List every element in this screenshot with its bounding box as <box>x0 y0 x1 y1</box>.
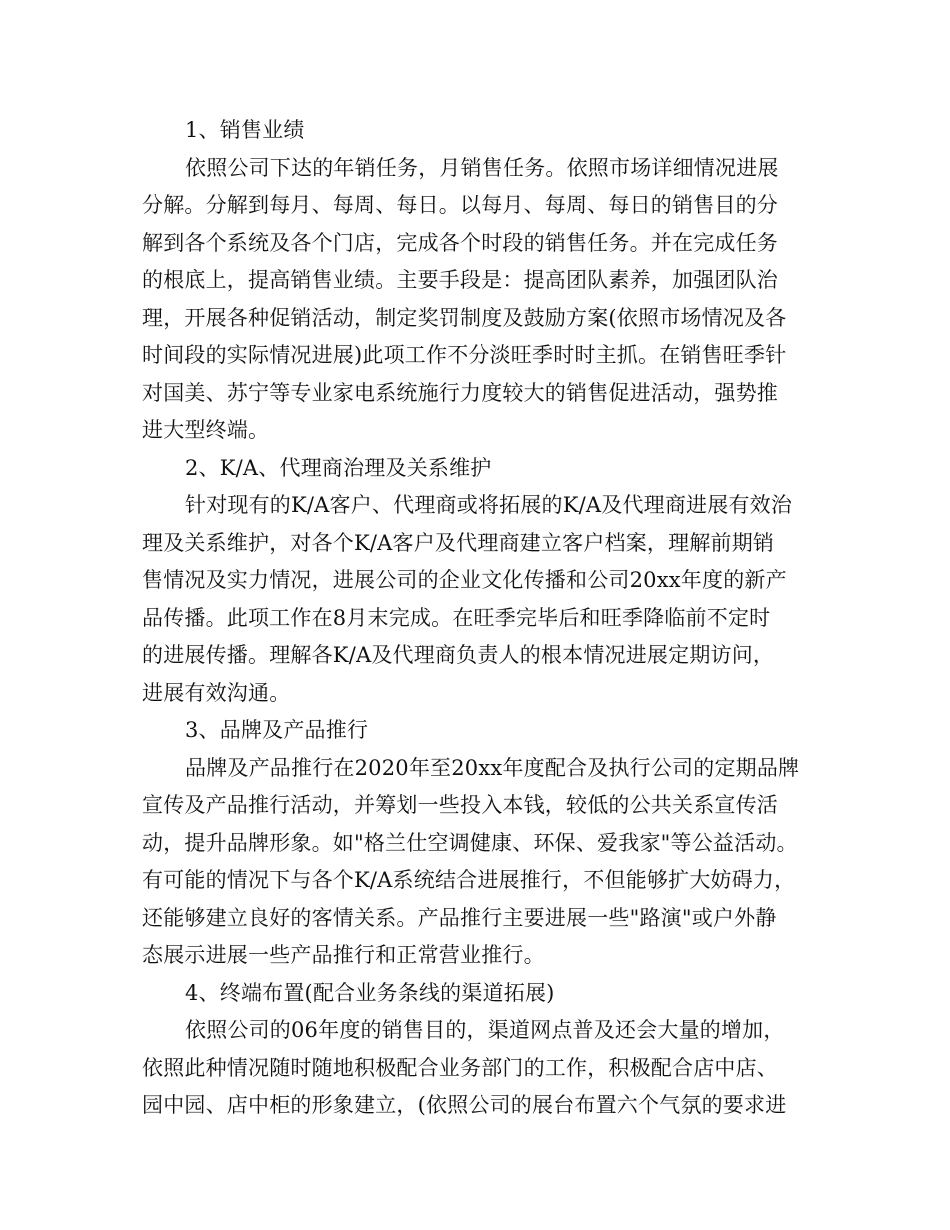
text-line: 态展示进展一些产品推行和正常营业推行。 <box>142 943 545 967</box>
text-line: 分解。分解到每月、每周、每日。以每月、每周、每日的销售目的分 <box>142 193 778 217</box>
text-line: 还能够建立良好的客情关系。产品推行主要进展一些"路演"或户外静 <box>142 905 777 930</box>
text-line: 进大型终端。 <box>142 418 270 442</box>
text-line: 宣传及产品推行活动，并筹划一些投入本钱，较低的公共关系宣传活 <box>142 793 778 817</box>
text-line: 的根底上，提高销售业绩。主要手段是：提高团队素养，加强团队治 <box>142 268 778 292</box>
text-line: 品传播。此项工作在8月末完成。在旺季完毕后和旺季降临前不定时 <box>142 605 771 630</box>
text-line: 理及关系维护，对各个K/A客户及代理商建立客户档案，理解前期销 <box>142 530 775 555</box>
text-line: 园中园、店中柜的形象建立，(依照公司的展台布置六个气氛的要求进 <box>142 1093 787 1117</box>
text-line: 依照公司下达的年销任务，月销售任务。依照市场详细情况进展 <box>185 155 779 180</box>
text-line: 有可能的情况下与各个K/A系统结合进展推行，不但能够扩大妨碍力， <box>142 868 796 892</box>
text-line: 1、销售业绩 <box>185 118 305 142</box>
text-line: 动，提升品牌形象。如"格兰仕空调健康、环保、爱我家"等公益活动。 <box>142 830 798 855</box>
document-body <box>142 112 822 1125</box>
text-line: 进展有效沟通。 <box>142 680 291 705</box>
text-line: 时间段的实际情况进展)此项工作不分淡旺季时时主抓。在销售旺季针 <box>142 343 787 367</box>
text-line: 3、品牌及产品推行 <box>185 718 369 742</box>
text-line: 针对现有的K/A客户、代理商或将拓展的K/A及代理商进展有效治 <box>185 493 793 517</box>
text-line: 的进展传播。理解各K/A及代理商负责人的根本情况进展定期访问， <box>142 643 775 667</box>
text-line: 2、K/A、代理商治理及关系维护 <box>185 455 492 480</box>
text-line: 解到各个系统及各个门店，完成各个时段的销售任务。并在完成任务 <box>142 230 778 255</box>
text-line: 依照此种情况随时随地积极配合业务部门的工作，积极配合店中店、 <box>142 1055 778 1080</box>
text-line: 对国美、苏宁等专业家电系统施行力度较大的销售促进活动，强势推 <box>142 380 778 405</box>
text-line: 品牌及产品推行在2020年至20xx年度配合及执行公司的定期品牌 <box>185 755 800 780</box>
text-line: 依照公司的06年度的销售目的，渠道网点普及还会大量的增加， <box>185 1018 785 1042</box>
text-line: 售情况及实力情况，进展公司的企业文化传播和公司20xx年度的新产 <box>142 568 787 592</box>
text-line: 4、终端布置(配合业务条线的渠道拓展) <box>185 980 555 1005</box>
text-line: 理，开展各种促销活动，制定奖罚制度及鼓励方案(依照市场情况及各 <box>142 305 787 330</box>
